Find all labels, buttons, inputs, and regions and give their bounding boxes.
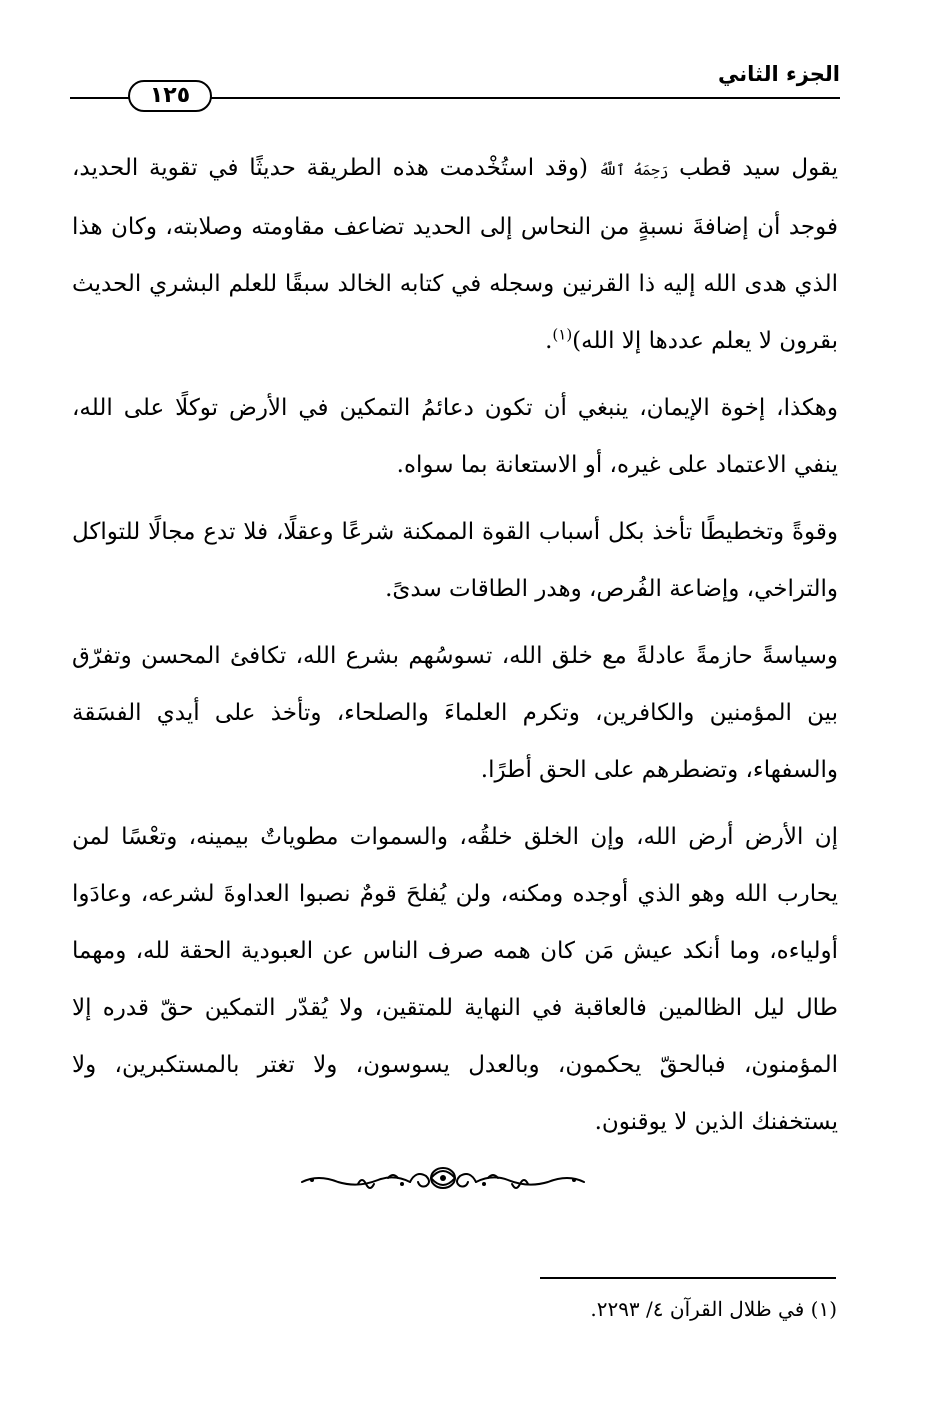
paragraph-3: وقوةً وتخطيطًا تأخذ بكل أسباب القوة الممكنة شرعًا وعقلًا، فلا تدع مجالًا للتواكل والتراخي، وإضاعة الفُرص، وهدر الطاقات سدىً. [72, 519, 838, 602]
footnote-separator [540, 1277, 836, 1279]
footnote-reference[interactable]: (١) [552, 325, 573, 344]
running-title: الجزء الثاني [717, 62, 840, 86]
paragraph-5: إن الأرض أرض الله، وإن الخلق خلقُه، والسموات مطوياتٌ بيمينه، وتعْسًا لمن يحارب الله وهو الذي أوجده ومكنه، ولن يُفلحَ قومٌ نصبوا العداوةَ لشرعه، وعادَوا أولياءه، وما أنكد عيش مَن كان همه صرف الناس عن العبودية الحقة لله، ومهما طال ليل الظالمين فالعاقبة في النهاية للمتقين، ولا يُقدّر التمكين حقّ قدره إلا المؤمنون، فبالحقّ يحكمون، وبالعدل يسوسون، ولا تغتر بالمستكبرين، ولا يستخفنك الذين لا يوقنون. [72, 824, 838, 1135]
page-header [70, 58, 840, 108]
decorative-divider-icon [298, 1160, 588, 1194]
paragraph-2: وهكذا، إخوة الإيمان، ينبغي أن تكون دعائمُ التمكين في الأرض توكلًا على الله، ينفي الاعتماد على غيره، أو الاستعانة بما سواه. [72, 395, 838, 478]
header-rule-right [210, 97, 840, 99]
paragraph-1 [72, 140, 838, 370]
paragraph-4: وسياسةً حازمةً عادلةً مع خلق الله، تسوسُهم بشرع الله، تكافئ المحسن وتفرّق بين المؤمنين والكافرين، وتكرم العلماءَ والصلحاء، وتأخذ على أيدي الفسَقة والسفهاء، وتضطرهم على الحق أطرًا. [72, 643, 838, 783]
header-rule-left [70, 97, 130, 99]
paragraph-1-text-after: (وقد استُخْدمت هذه الطريقة حديثًا في تقوية الحديد، فوجد أن إضافةَ نسبةٍ من النحاس إلى الحديد تضاعف مقاومته وصلابته، وكان هذا الذي هدى الله إليه ذا القرنين وسجله في كتابه الخالد سبقًا للعلم البشري الحديث بقرون لا يعلم عددها إلا الله) [72, 155, 838, 354]
honorific-glyph: رَحِمَهُ ٱللَّهُ [598, 161, 669, 179]
paragraph-1-text-before: يقول سيد قطب [668, 155, 838, 181]
footnote: (١) في ظلال القرآن ٤/ ٢٢٩٣. [590, 1297, 837, 1321]
page-number: ١٢٥ [128, 80, 212, 112]
paragraph-1-end: . [545, 328, 553, 354]
main-text [72, 140, 838, 1161]
